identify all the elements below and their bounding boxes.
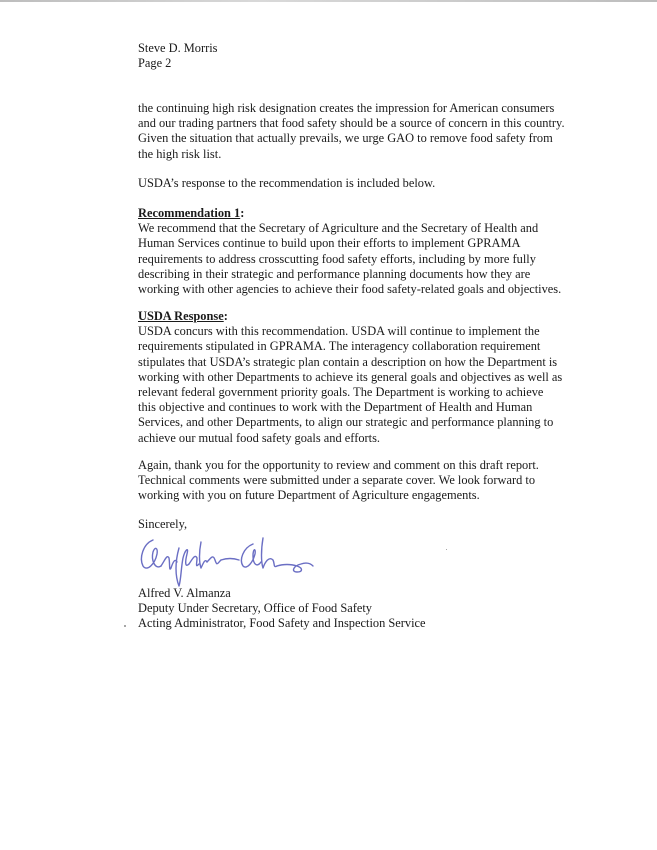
closing-line: Technical comments were submitted under a separate cover. We look forward to [138, 473, 536, 488]
signoff: Sincerely, [138, 517, 188, 531]
recommendation-line: working with other agencies to achieve their food safety-related goals and objectives. [138, 282, 562, 297]
signer-title-1: Deputy Under Secretary, Office of Food Safety [138, 601, 372, 615]
signature-stroke [141, 540, 161, 568]
signature-stroke [241, 544, 261, 567]
usda-response-line: working with other Departments to achieve its general goals and objectives as well as [138, 369, 563, 384]
scan-edge-line [0, 0, 657, 2]
scan-speck [446, 549, 447, 550]
intro-line: the continuing high risk designation creates the impression for American consumers [138, 101, 555, 115]
recommendation-heading-line [138, 206, 618, 221]
response-note: USDA’s response to the recommendation is included below. [138, 176, 436, 190]
closing-paragraph [138, 458, 618, 504]
recommendation-line: We recommend that the Secretary of Agriculture and the Secretary of Health and [138, 221, 539, 236]
signer-title-2: Acting Administrator, Food Safety and Inspection Service [138, 616, 426, 630]
recommendation-heading-colon: : [240, 206, 245, 220]
scan-speck [124, 625, 126, 627]
signature-stroke [262, 538, 278, 568]
signature-stroke [200, 542, 208, 568]
recommendation-heading: Recommendation 1 [138, 206, 241, 220]
usda-response-line: Services, and other Departments, to align our strategic and performance planning to [138, 415, 554, 430]
usda-response-heading-line [138, 309, 618, 324]
recommendation-line: Human Services continue to build upon their efforts to implement GPRAMA [138, 236, 521, 251]
handwritten-signature [135, 528, 335, 588]
intro-paragraph [138, 101, 618, 162]
usda-response-line: stipulates that USDA’s strategic plan contain a description on how the Department is [138, 354, 558, 369]
signature-stroke [189, 556, 199, 565]
usda-response-line: this objective and continues to work with the Department of Health and Human [138, 400, 533, 415]
header-recipient-name: Steve D. Morris [138, 41, 218, 55]
signature-stroke [221, 559, 239, 561]
usda-response-line: relevant federal government priority goals. The Department is working to achieve [138, 385, 544, 400]
closing-line: working with you on future Department of Agriculture engagements. [138, 488, 480, 503]
usda-response-line: achieve our mutual food safety goals and efforts. [138, 430, 380, 445]
closing-line: Again, thank you for the opportunity to review and comment on this draft report. [138, 458, 539, 472]
usda-response-section [138, 309, 618, 446]
recommendation-line: requirements to address crosscutting food safety efforts, including by more fully [138, 251, 536, 266]
signature-stroke [161, 557, 177, 569]
header-page-number: Page 2 [138, 56, 172, 70]
signer-name: Alfred V. Almanza [138, 586, 231, 600]
usda-response-line: USDA concurs with this recommendation. USDA will continue to implement the [138, 324, 540, 339]
usda-response-heading: USDA Response [138, 309, 224, 323]
intro-line: and our trading partners that food safety should be a source of concern in this country. [138, 116, 565, 131]
intro-line: the high risk list. [138, 146, 222, 161]
signature-stroke [277, 563, 313, 572]
intro-line: Given the situation that actually prevails, we urge GAO to remove food safety from [138, 131, 553, 146]
signature-stroke [207, 557, 221, 564]
usda-response-heading-colon: : [223, 309, 228, 323]
usda-response-line: requirements stipulated in GPRAMA. The interagency collaboration requirement [138, 339, 541, 354]
recommendation-section [138, 206, 618, 297]
signature-stroke [176, 548, 189, 586]
recommendation-line: describing in their strategic and performance planning documents how they are [138, 266, 531, 281]
